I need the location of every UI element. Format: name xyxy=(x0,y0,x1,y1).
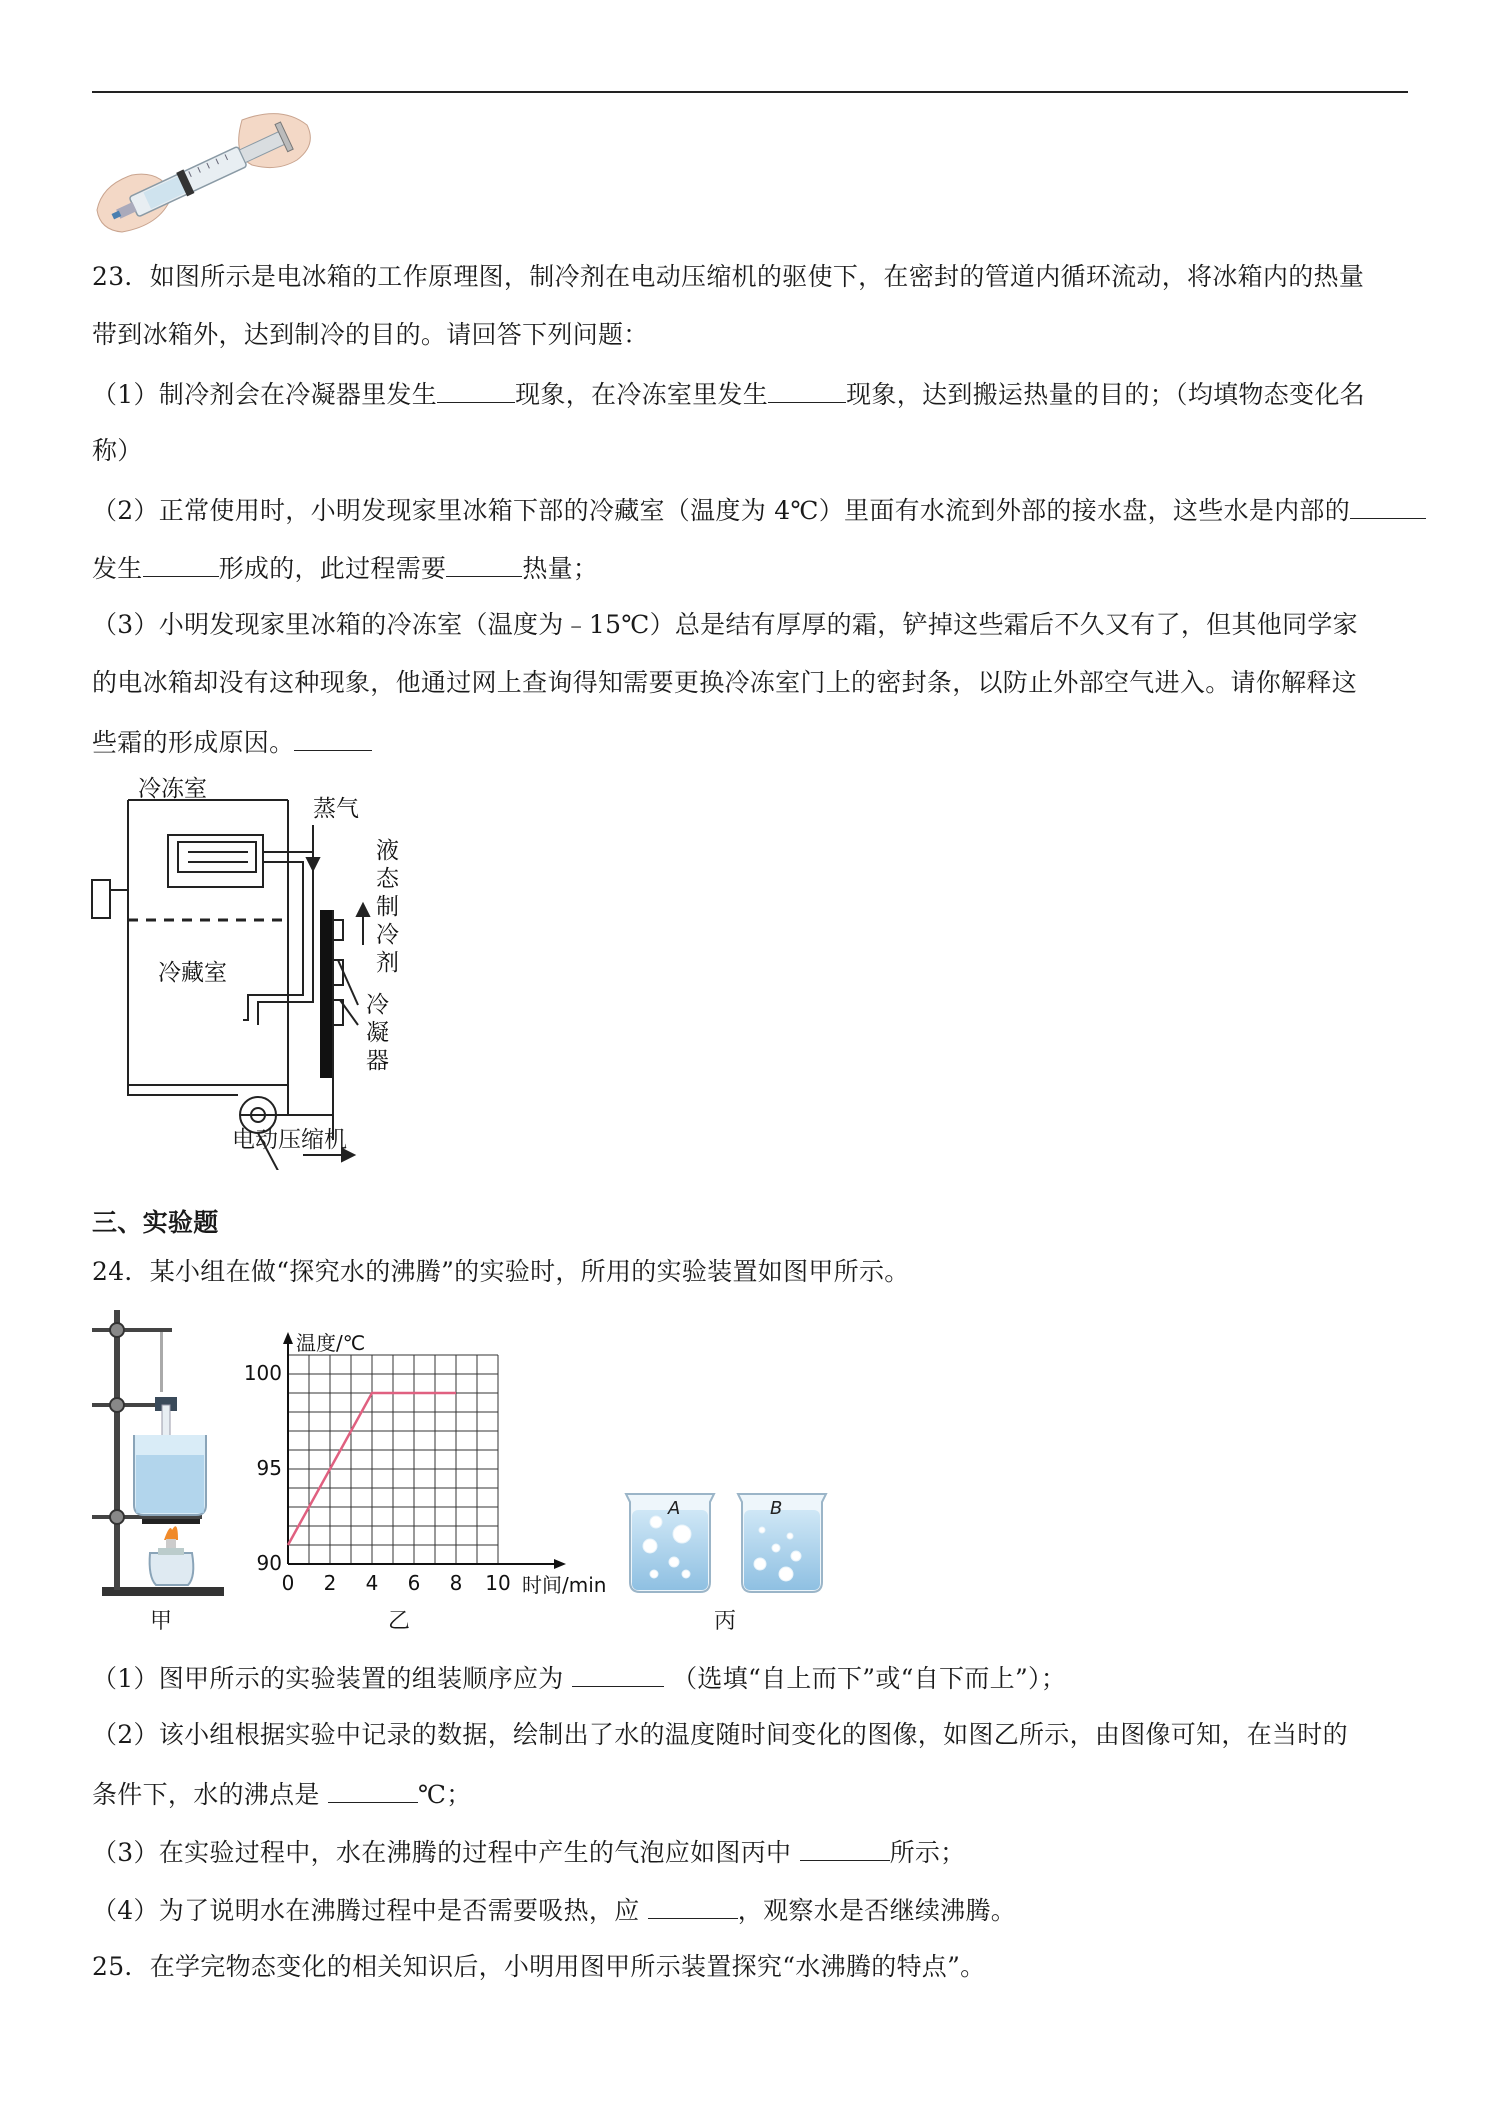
y-tick-label: 100 xyxy=(243,1361,282,1385)
label-freezer: 冷冻室 xyxy=(138,776,207,802)
x-tick-label: 0 xyxy=(281,1571,295,1595)
q25-intro: 25．在学完物态变化的相关知识后，小明用图甲所示装置探究“水沸腾的特点”。 xyxy=(92,1952,986,1981)
x-tick-label: 4 xyxy=(365,1571,379,1595)
q24-sub-1: （1）图甲所示的实验装置的组装顺序应为 （选填“自上而下”或“自下而上”）； xyxy=(92,1660,1412,1696)
q24-sub-3: （3）在实验过程中，水在沸腾的过程中产生的气泡应如图丙中 所示； xyxy=(92,1834,1412,1870)
caption-jia: 甲 xyxy=(150,1609,173,1634)
q24-sub-4: （4）为了说明水在沸腾过程中是否需要吸热，应 ，观察水是否继续沸腾。 xyxy=(92,1892,1412,1928)
q23-part-3-cont: 的电冰箱却没有这种现象，他通过网上查询得知需要更换冷冻室门上的密封条，以防止外部空气进入。请你解释这 xyxy=(92,668,1358,697)
q23-part-1: （1）制冷剂会在冷凝器里发生 现象，在冷冻室里发生 现象，达到搬运热量的目的；（均填物态变化名 xyxy=(92,376,1412,412)
svg-text:A: A xyxy=(668,1498,681,1519)
q23-part-1-cont: 称） xyxy=(92,436,143,465)
y-tick-label: 90 xyxy=(256,1551,282,1575)
x-tick-label: 6 xyxy=(407,1571,421,1595)
q23-part-2: （2）正常使用时，小明发现家里冰箱下部的冷藏室（温度为 4℃）里面有水流到外部的接水盘，这些水是内部的 xyxy=(92,492,1412,528)
q24-intro: 24．某小组在做“探究水的沸腾”的实验时，所用的实验装置如图甲所示。 xyxy=(92,1257,910,1286)
y-axis-label: 温度/℃ xyxy=(296,1331,366,1355)
refrigerator-diagram xyxy=(88,770,428,1170)
svg-text:凝: 凝 xyxy=(366,1020,389,1046)
answer-blank[interactable] xyxy=(1350,492,1426,519)
q24-sub-2-cont: 条件下，水的沸点是 ℃； xyxy=(92,1776,1412,1812)
caption-bing: 丙 xyxy=(714,1609,737,1634)
bubbles-beakers-figure xyxy=(620,1490,840,1600)
svg-text:态: 态 xyxy=(376,866,399,892)
beaker-a xyxy=(626,1494,714,1592)
svg-text:液: 液 xyxy=(376,838,399,864)
q23-line-1: 23．如图所示是电冰箱的工作原理图，制冷剂在电动压缩机的驱使下，在密封的管道内循环流动，将冰箱内的热量 xyxy=(92,262,1365,291)
svg-text:器: 器 xyxy=(366,1048,389,1074)
y-axis-arrow xyxy=(283,1332,293,1344)
y-tick-label: 95 xyxy=(256,1456,282,1480)
q23-part-3: （3）小明发现家里冰箱的冷冻室（温度为﹣15℃）总是结有厚厚的霜，铲掉这些霜后不久又有了，但其他同学家 xyxy=(92,610,1358,639)
answer-blank[interactable] xyxy=(437,376,515,403)
answer-blank[interactable] xyxy=(768,376,846,403)
x-axis-label: 时间/min xyxy=(522,1573,607,1597)
label-fridge: 冷藏室 xyxy=(158,960,227,986)
svg-text:制: 制 xyxy=(376,894,399,920)
q23-part-3-end: 些霜的形成原因。 xyxy=(92,724,1412,760)
svg-text:冷: 冷 xyxy=(376,922,399,948)
top-rule xyxy=(92,91,1408,93)
q23-line-2: 带到冰箱外，达到制冷的目的。请回答下列问题： xyxy=(92,320,649,349)
answer-blank[interactable] xyxy=(800,1834,890,1861)
temperature-time-chart xyxy=(240,1328,620,1610)
answer-blank[interactable] xyxy=(446,550,522,577)
q23-part-2-cont: 发生 形成的，此过程需要 热量； xyxy=(92,550,1412,586)
svg-text:剂: 剂 xyxy=(376,950,399,976)
beaker-b xyxy=(738,1494,826,1592)
answer-blank[interactable] xyxy=(143,550,219,577)
caption-yi: 乙 xyxy=(388,1609,411,1634)
answer-blank[interactable] xyxy=(572,1660,664,1687)
label-condenser xyxy=(366,992,389,1074)
answer-blank[interactable] xyxy=(328,1776,418,1803)
section-heading: 三、实验题 xyxy=(92,1208,219,1237)
svg-text:冷: 冷 xyxy=(366,992,389,1018)
label-liquid-refrigerant xyxy=(376,838,400,976)
svg-text:B: B xyxy=(770,1498,783,1519)
label-compressor: 电动压缩机 xyxy=(232,1127,347,1153)
x-tick-label: 8 xyxy=(449,1571,463,1595)
x-tick-label: 10 xyxy=(485,1571,511,1595)
x-tick-label: 2 xyxy=(323,1571,337,1595)
label-steam: 蒸气 xyxy=(313,796,359,822)
x-axis-arrow xyxy=(554,1559,566,1569)
q24-sub-2: （2）该小组根据实验中记录的数据，绘制出了水的温度随时间变化的图像，如图乙所示，由图像可知，在当时的 xyxy=(92,1720,1348,1749)
answer-blank[interactable] xyxy=(648,1892,738,1919)
answer-blank[interactable] xyxy=(294,724,372,751)
syringe-hand-illustration xyxy=(92,100,322,240)
boiling-apparatus-figure xyxy=(92,1305,232,1600)
